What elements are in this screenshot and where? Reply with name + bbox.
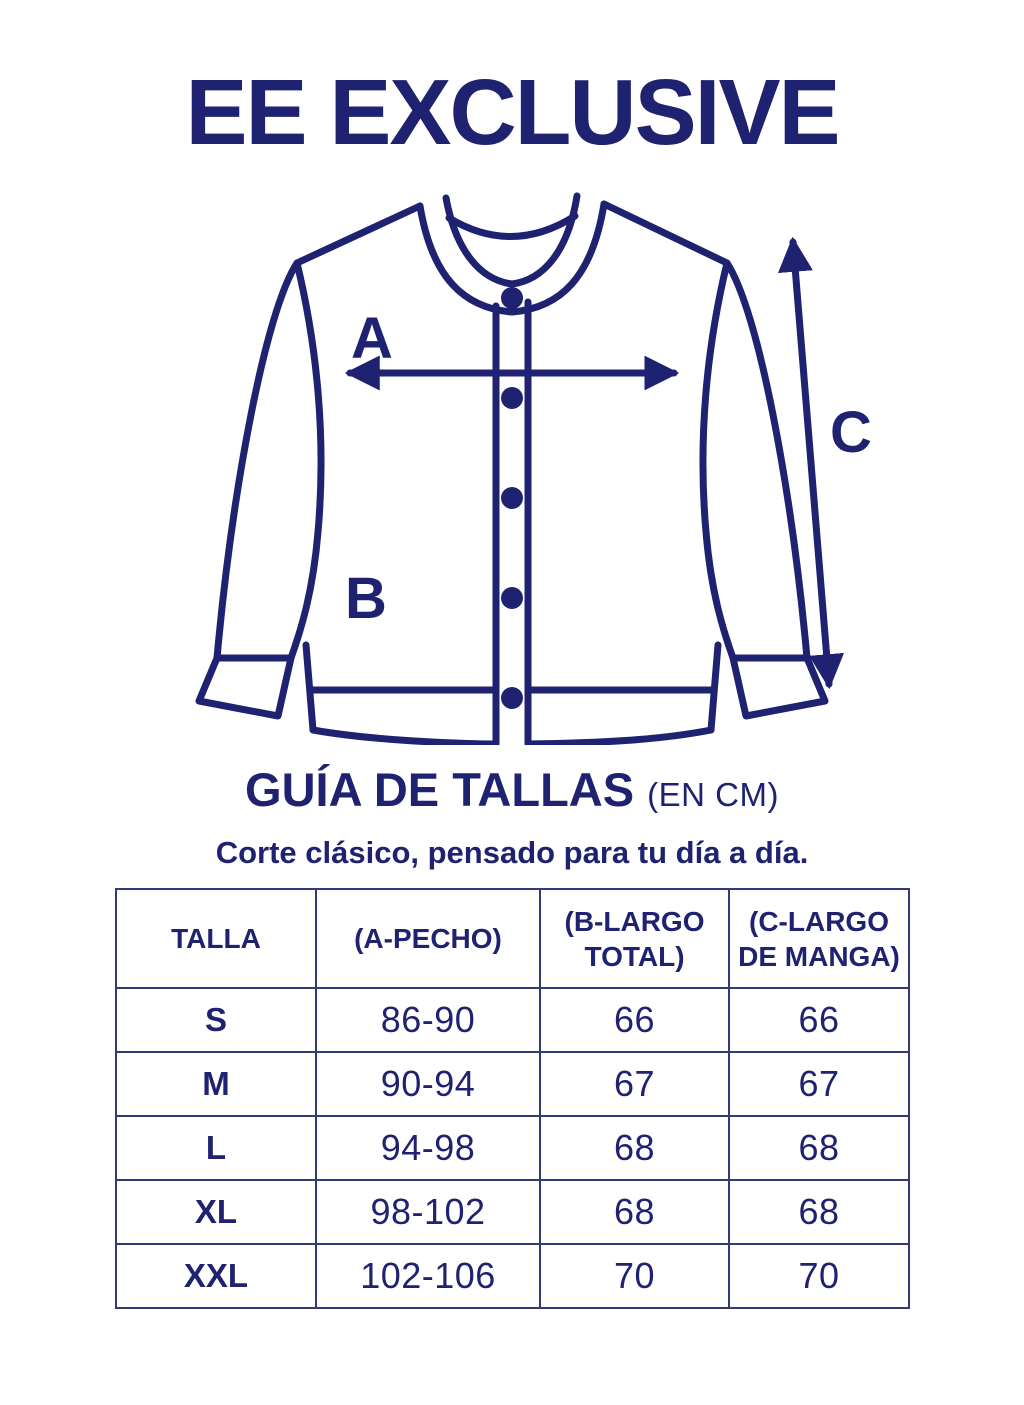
- size-guide-heading-text: GUÍA DE TALLAS: [245, 763, 635, 816]
- row-xxl-sleeve-length: 70: [728, 1243, 908, 1307]
- row-l-chest: 94-98: [315, 1115, 539, 1179]
- header-sleeve-length: (C-LARGO DE MANGA): [728, 890, 908, 987]
- row-xl-chest: 98-102: [315, 1179, 539, 1243]
- size-guide-subtitle: Corte clásico, pensado para tu día a día.: [215, 835, 809, 870]
- button-4: [501, 587, 523, 609]
- size-guide-unit: (EN CM): [647, 776, 779, 813]
- row-m-size: M: [117, 1051, 315, 1115]
- row-m-chest: 90-94: [315, 1051, 539, 1115]
- header-chest: (A-PECHO): [315, 890, 539, 987]
- left-sleeve-inner: [291, 263, 321, 658]
- jacket-diagram: [180, 190, 880, 745]
- row-s-sleeve-length: 66: [728, 987, 908, 1051]
- size-table: [115, 888, 910, 1309]
- body-length-label: B: [345, 566, 387, 631]
- row-xxl-total-length: 70: [539, 1243, 728, 1307]
- button-1: [501, 287, 523, 309]
- row-m-total-length: 67: [539, 1051, 728, 1115]
- row-xxl-chest: 102-106: [315, 1243, 539, 1307]
- row-l-sleeve-length: 68: [728, 1115, 908, 1179]
- right-cuff: [733, 658, 825, 716]
- size-guide-heading: [0, 764, 1024, 816]
- row-s-size: S: [117, 987, 315, 1051]
- back-neck-seam: [449, 216, 575, 237]
- row-xxl-size: XXL: [117, 1243, 315, 1307]
- sleeve-length-label: C: [830, 400, 872, 465]
- row-l-size: L: [117, 1115, 315, 1179]
- right-sleeve-inner: [703, 263, 733, 658]
- chest-label: A: [351, 306, 393, 371]
- button-5: [501, 687, 523, 709]
- row-m-sleeve-length: 67: [728, 1051, 908, 1115]
- header-talla: TALLA: [117, 890, 315, 987]
- left-cuff: [199, 658, 291, 716]
- sleeve-measure-arrow: [793, 242, 829, 684]
- row-xl-size: XL: [117, 1179, 315, 1243]
- row-xl-sleeve-length: 68: [728, 1179, 908, 1243]
- button-2: [501, 387, 523, 409]
- row-s-total-length: 66: [539, 987, 728, 1051]
- button-3: [501, 487, 523, 509]
- row-l-total-length: 68: [539, 1115, 728, 1179]
- waistband-bottom: [313, 730, 711, 744]
- page-title: EE EXCLUSIVE: [185, 60, 839, 164]
- row-xl-total-length: 68: [539, 1179, 728, 1243]
- jacket-outline-icon: [180, 190, 880, 745]
- header-total-length: (B-LARGO TOTAL): [539, 890, 728, 987]
- row-s-chest: 86-90: [315, 987, 539, 1051]
